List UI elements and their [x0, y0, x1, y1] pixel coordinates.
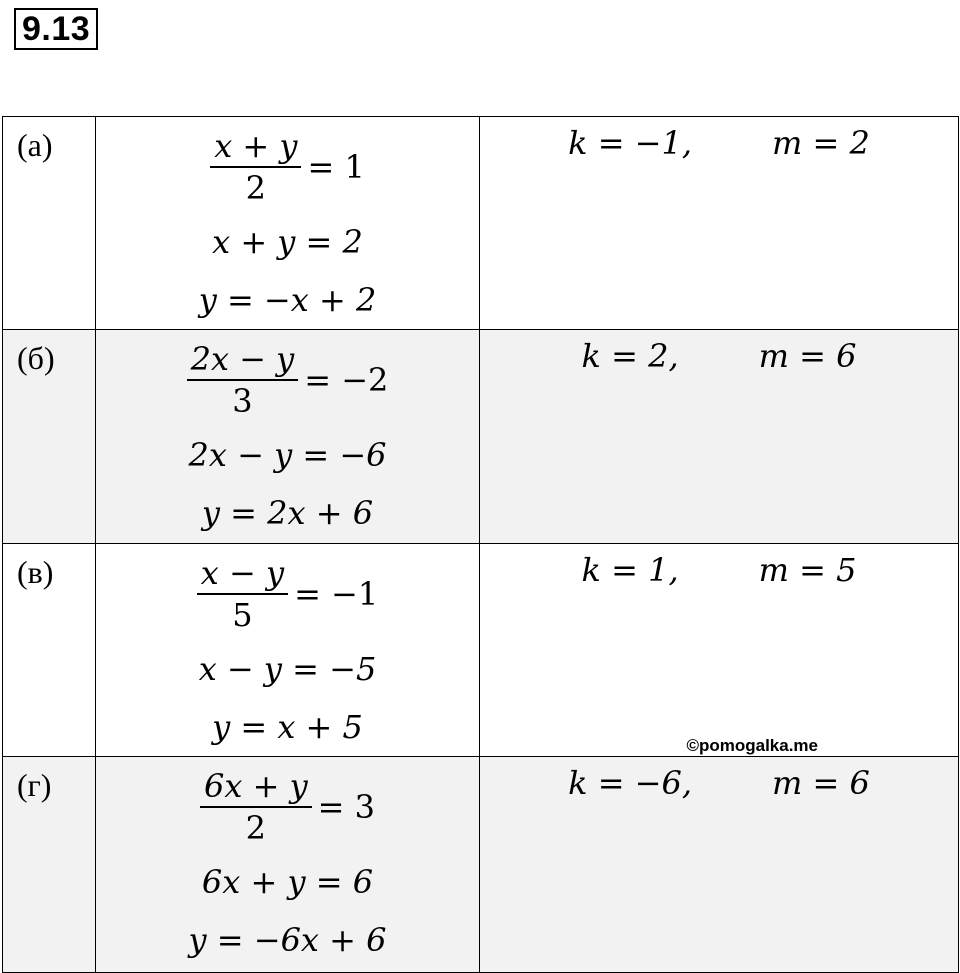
k-value: k = −1, [568, 124, 693, 162]
fraction-equation [187, 334, 389, 426]
fraction-numerator: x + y [210, 130, 301, 168]
table-row [3, 117, 959, 330]
row-label: (б) [17, 340, 55, 376]
fraction-numerator: 6x + y [200, 770, 312, 808]
k-value: k = 1, [581, 551, 679, 589]
m-value: m = 6 [772, 764, 870, 802]
fraction-rhs: = −2 [304, 361, 389, 399]
equation-cell [96, 544, 480, 757]
k-value: k = −6, [568, 764, 693, 802]
table-row [3, 757, 959, 973]
fraction [200, 767, 312, 847]
row-label-cell [3, 117, 96, 330]
coefficients-cell [480, 757, 959, 973]
row-label-cell [3, 330, 96, 544]
row-label: (а) [17, 127, 53, 163]
fraction-numerator: x − y [197, 557, 288, 595]
coefficients-cell [480, 117, 959, 330]
fraction [197, 554, 288, 634]
row-label-cell [3, 544, 96, 757]
coefficients-cell [480, 544, 959, 757]
equation-line-2: x − y = −5 [198, 650, 377, 688]
fraction-equation [210, 121, 365, 213]
equation-line-3: y = −6x + 6 [188, 921, 387, 959]
equation-line-3: y = −x + 2 [198, 281, 377, 319]
m-value: m = 6 [758, 337, 857, 375]
fraction-denominator: 2 [245, 169, 266, 207]
equation-cell [96, 757, 480, 973]
watermark: ©pomogalka.me [686, 736, 818, 755]
equation-line-3: y = x + 5 [212, 708, 363, 746]
equation-line-3: y = 2x + 6 [201, 494, 374, 532]
table-row [3, 330, 959, 544]
fraction [187, 340, 299, 420]
fraction-denominator: 3 [232, 382, 253, 420]
solution-table [2, 116, 959, 973]
equation-line-2: 2x − y = −6 [188, 436, 387, 474]
fraction-rhs: = −1 [294, 575, 379, 613]
equation-line-2: x + y = 2 [212, 223, 363, 261]
table-row [3, 544, 959, 757]
fraction-rhs: = 1 [307, 148, 365, 186]
k-value: k = 2, [581, 337, 679, 375]
fraction-equation [197, 548, 378, 640]
fraction-denominator: 5 [232, 596, 253, 634]
m-value: m = 2 [772, 124, 870, 162]
equation-cell [96, 117, 480, 330]
m-value: m = 5 [758, 551, 857, 589]
row-label: (г) [17, 767, 52, 803]
equation-line-2: 6x + y = 6 [201, 863, 374, 901]
problem-number: 9.13 [14, 8, 98, 50]
fraction-rhs: = 3 [317, 788, 375, 826]
row-label-cell [3, 757, 96, 973]
fraction [210, 127, 301, 207]
row-label: (в) [17, 554, 54, 590]
equation-cell [96, 330, 480, 544]
coefficients-cell [480, 330, 959, 544]
fraction-denominator: 2 [245, 809, 266, 847]
fraction-equation [200, 761, 375, 853]
fraction-numerator: 2x − y [187, 343, 299, 381]
